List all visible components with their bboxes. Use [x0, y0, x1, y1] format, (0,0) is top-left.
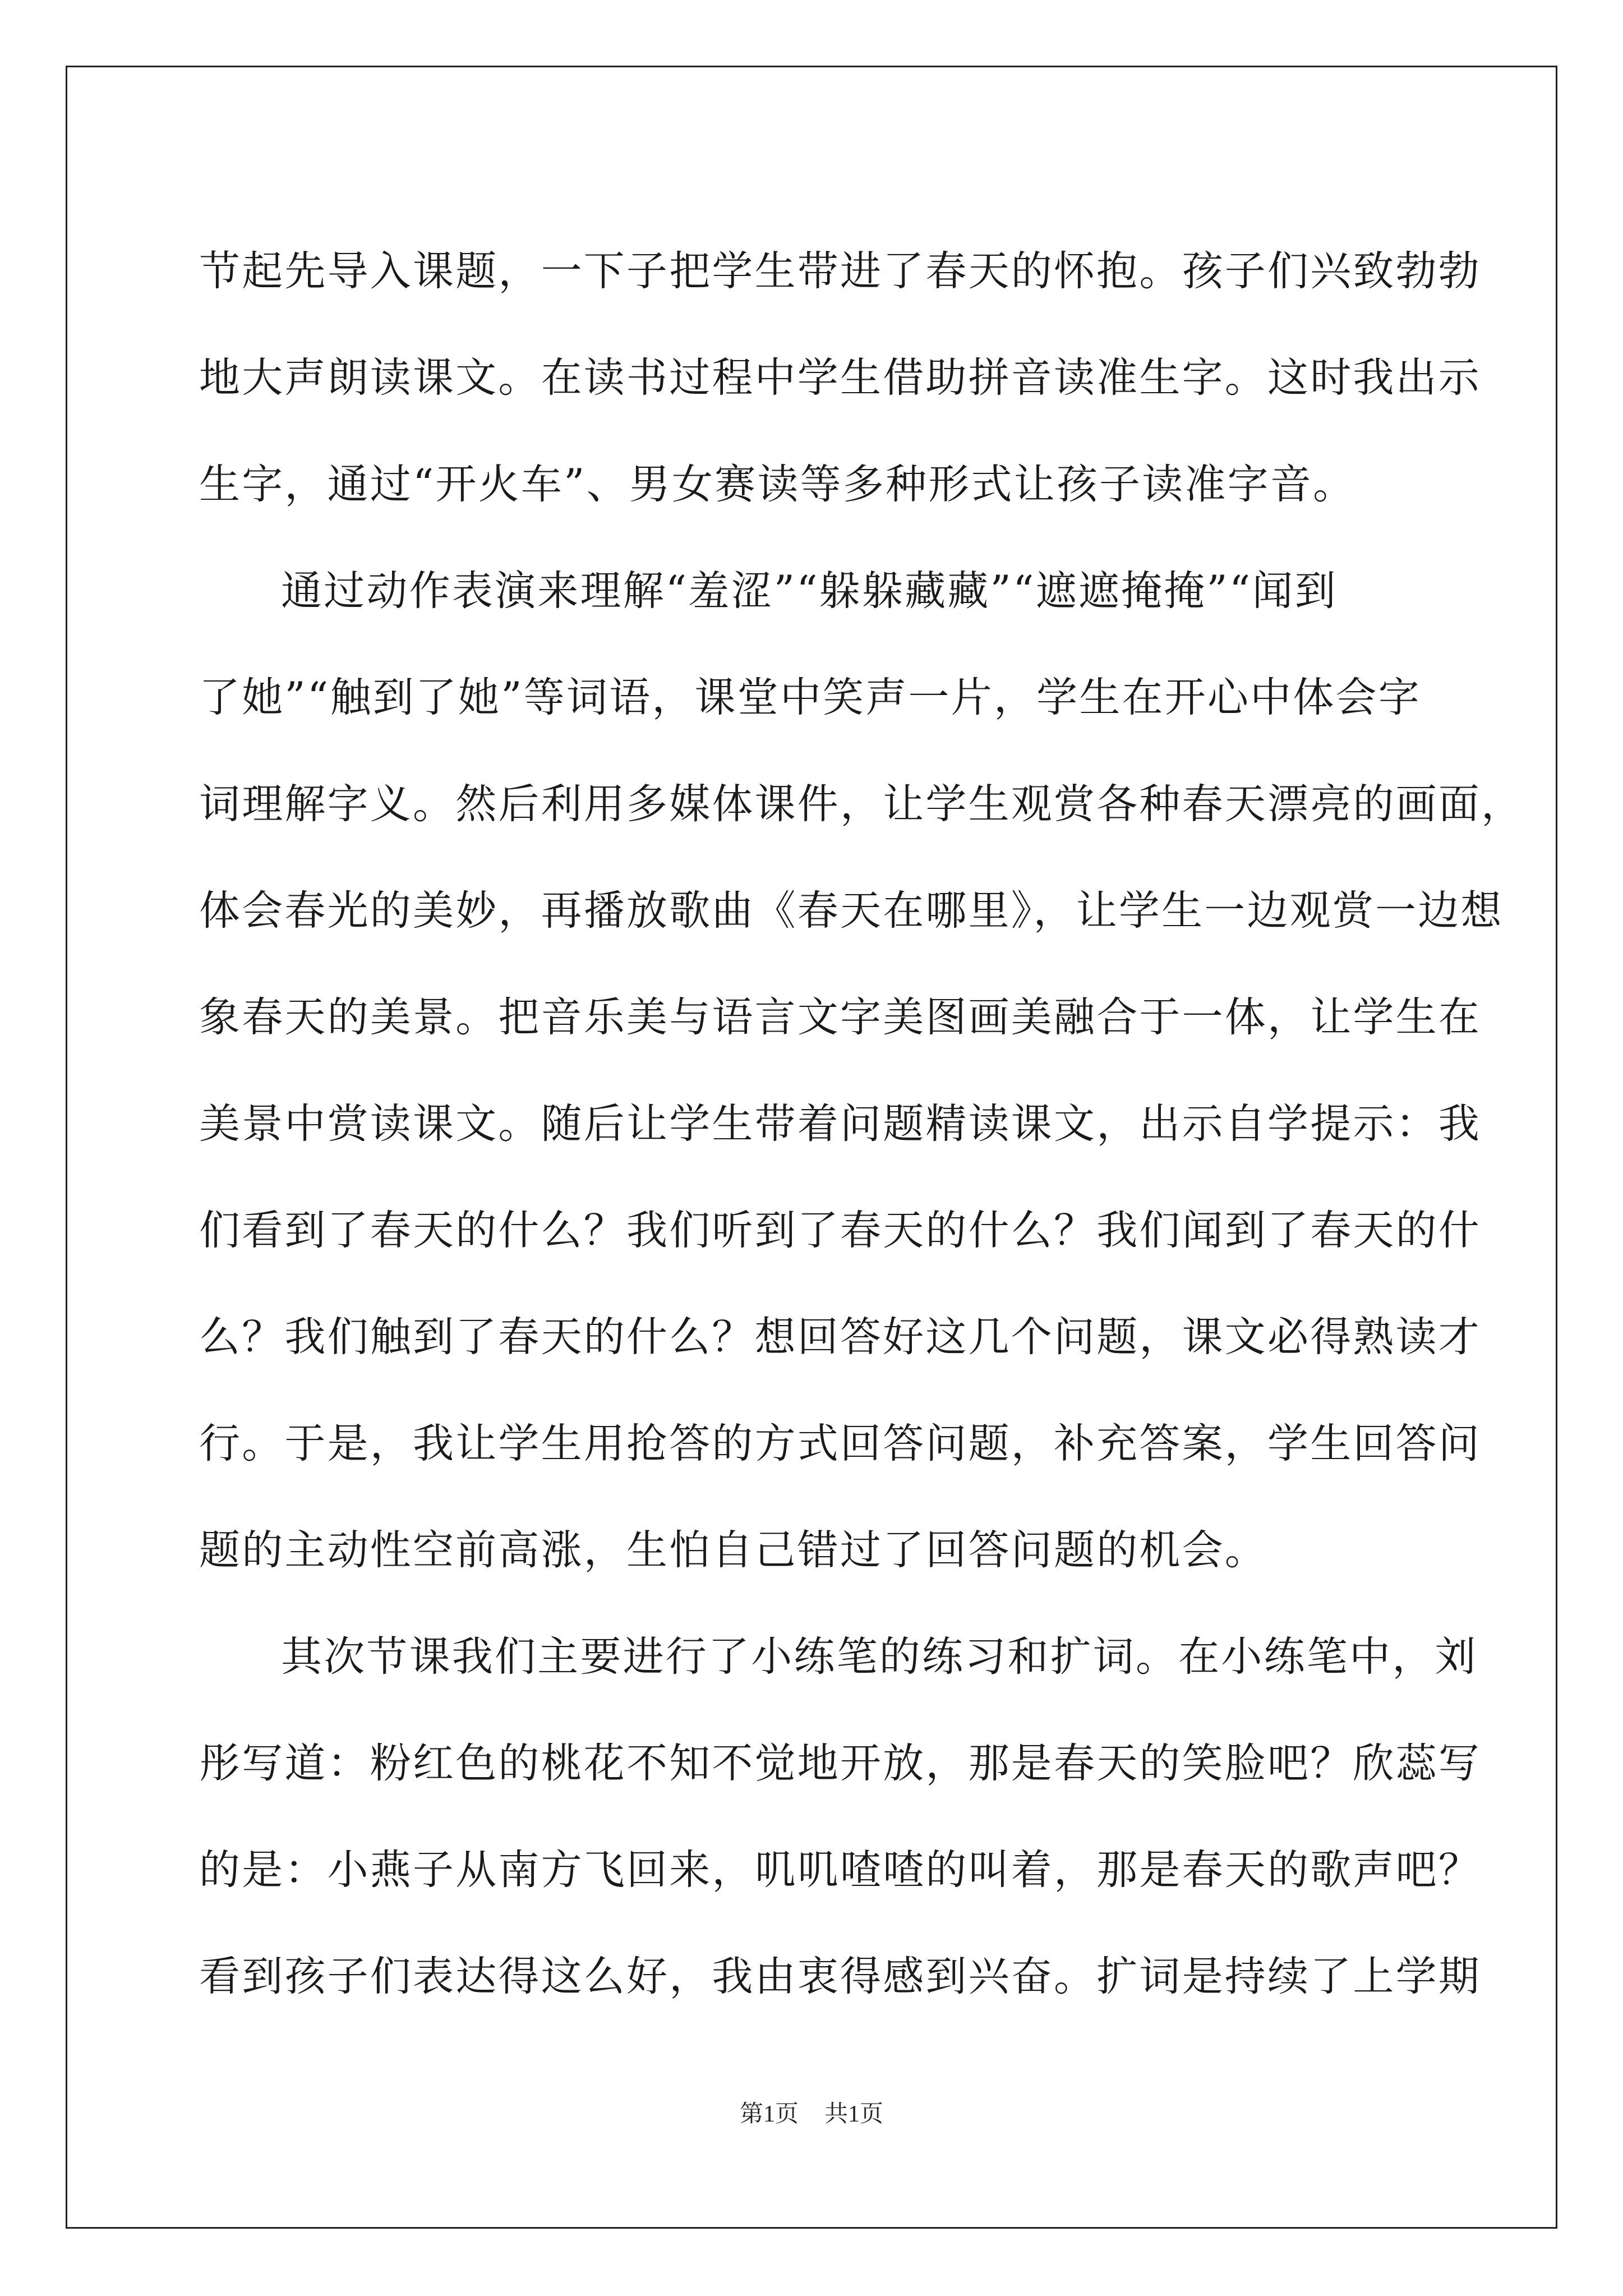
text-line: 体会春光的美妙，再播放歌曲《春天在哪里》，让学生一边观赏一边想 — [199, 887, 1504, 935]
text-line: 象春天的美景。把音乐美与语言文字美图画美融合于一体，让学生在 — [199, 993, 1481, 1041]
text-line: 通过动作表演来理解“羞涩”“躲躲藏藏”“遮遮掩掩”“闻到 — [281, 567, 1338, 615]
text-line: 题的主动性空前高涨，生怕自己错过了回答问题的机会。 — [199, 1526, 1267, 1574]
text-line: 地大声朗读课文。在读书过程中学生借助拼音读准生字。这时我出示 — [199, 354, 1481, 402]
page-number: 第1页 — [739, 2101, 799, 2127]
text-line: 么？我们触到了春天的什么？想回答好这几个问题，课文必得熟读才 — [199, 1313, 1481, 1361]
page-footer — [0, 2095, 1623, 2129]
page-total: 共1页 — [824, 2101, 884, 2127]
text-line: 们看到了春天的什么？我们听到了春天的什么？我们闻到了春天的什 — [199, 1207, 1481, 1254]
document-body — [199, 218, 1524, 2030]
text-line: 彤写道：粉红色的桃花不知不觉地开放，那是春天的笑脸吧？欣蕊写 — [199, 1740, 1481, 1787]
text-line: 的是：小燕子从南方飞回来，叽叽喳喳的叫着，那是春天的歌声吧？ — [199, 1846, 1481, 1894]
text-line: 生字，通过“开火车”、男女赛读等多种形式让孩子读准字音。 — [199, 461, 1356, 508]
text-line: 其次节课我们主要进行了小练笔的练习和扩词。在小练笔中，刘 — [281, 1633, 1478, 1681]
text-line: 行。于是，我让学生用抢答的方式回答问题，补充答案，学生回答问 — [199, 1420, 1481, 1467]
text-line: 词理解字义。然后利用多媒体课件，让学生观赏各种春天漂亮的画面， — [199, 780, 1524, 828]
text-line: 美景中赏读课文。随后让学生带着问题精读课文，出示自学提示：我 — [199, 1100, 1481, 1148]
text-line: 看到孩子们表达得这么好，我由衷得感到兴奋。扩词是持续了上学期 — [199, 1953, 1481, 2000]
text-line: 了她”“触到了她”等词语，课堂中笑声一片，学生在开心中体会字 — [199, 674, 1421, 721]
text-line: 节起先导入课题，一下子把学生带进了春天的怀抱。孩子们兴致勃勃 — [199, 247, 1481, 295]
